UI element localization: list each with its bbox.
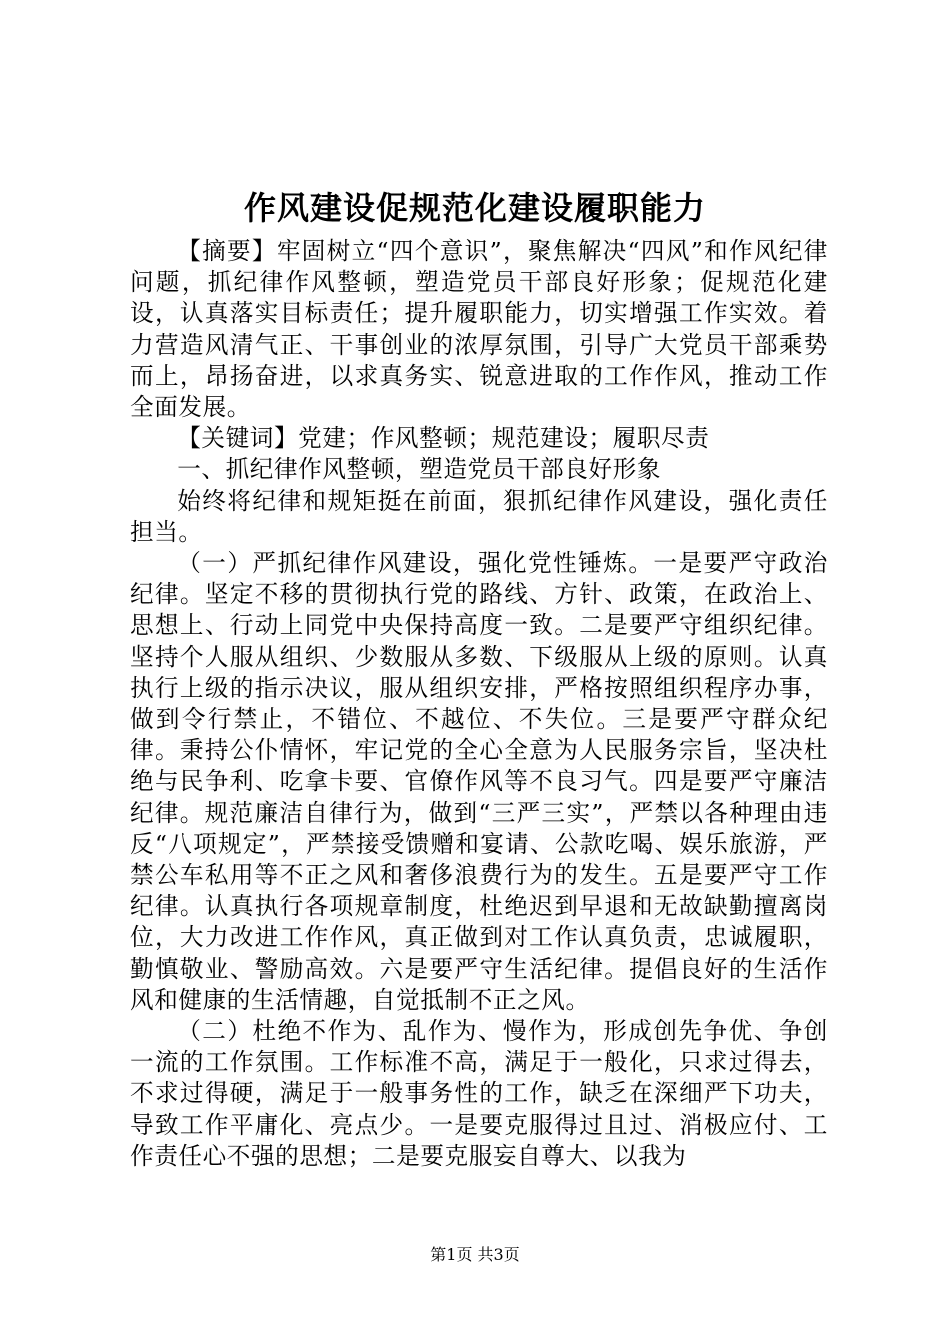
document-title: 作风建设促规范化建设履职能力 bbox=[243, 189, 706, 227]
body-paragraph: （二）杜绝不作为、乱作为、慢作为，形成创先争优、争创一流的工作氛围。工作标准不高，满足于一般化，只求过得去，不求过得硬，满足于一般事务性的工作，缺乏在深细严下功夫，导致工作平庸化、亮点少。一是要克服得过且过、消极应付、工作责任心不强的思想；二是要克服妄自尊大、以我为 bbox=[130, 1017, 828, 1170]
body-paragraph: （一）严抓纪律作风建设，强化党性锤炼。一是要严守政治纪律。坚定不移的贯彻执行党的路线、方针、政策，在政治上、思想上、行动上同党中央保持高度一致。二是要严守组织纪律。坚持个人服从组织、少数服从多数、下级服从上级的原则。认真执行上级的指示决议，服从组织安排，严格按照组织程序办事，做到令行禁止，不错位、不越位、不失位。三是要严守群众纪律。秉持公仆情怀，牢记党的全心全意为人民服务宗旨，坚决杜绝与民争利、吃拿卡要、官僚作风等不良习气。四是要严守廉洁纪律。规范廉洁自律行为，做到“三严三实”，严禁以各种理由违反“八项规定”，严禁接受馈赠和宴请、公款吃喝、娱乐旅游，严禁公车私用等不正之风和奢侈浪费行为的发生。五是要严守工作纪律。认真执行各项规章制度，杜绝迟到早退和无故缺勤擅离岗位，大力改进工作作风，真正做到对工作认真负责，忠诚履职，勤慎敬业、警励高效。六是要严守生活纪律。提倡良好的生活作风和健康的生活情趣，自觉抵制不正之风。 bbox=[130, 549, 828, 1014]
section-heading-1: 一、抓纪律作风整顿，塑造党员干部良好形象 bbox=[177, 455, 662, 484]
page-footer: 第1页 共3页 bbox=[430, 1245, 520, 1264]
document-body bbox=[130, 236, 828, 1172]
keywords-paragraph: 【关键词】党建；作风整顿；规范建设；履职尽责 bbox=[177, 424, 710, 453]
abstract-paragraph: 【摘要】牢固树立“四个意识”，聚焦解决“四风”和作风纪律问题，抓纪律作风整顿，塑造党员干部良好形象；促规范化建设，认真落实目标责任；提升履职能力，切实增强工作实效。着力营造风清气正、干事创业的浓厚氛围，引导广大党员干部乘势而上，昂扬奋进，以求真务实、锐意进取的工作作风，推动工作全面发展。 bbox=[130, 237, 828, 422]
body-paragraph: 始终将纪律和规矩挺在前面，狠抓纪律作风建设，强化责任担当。 bbox=[130, 486, 828, 546]
